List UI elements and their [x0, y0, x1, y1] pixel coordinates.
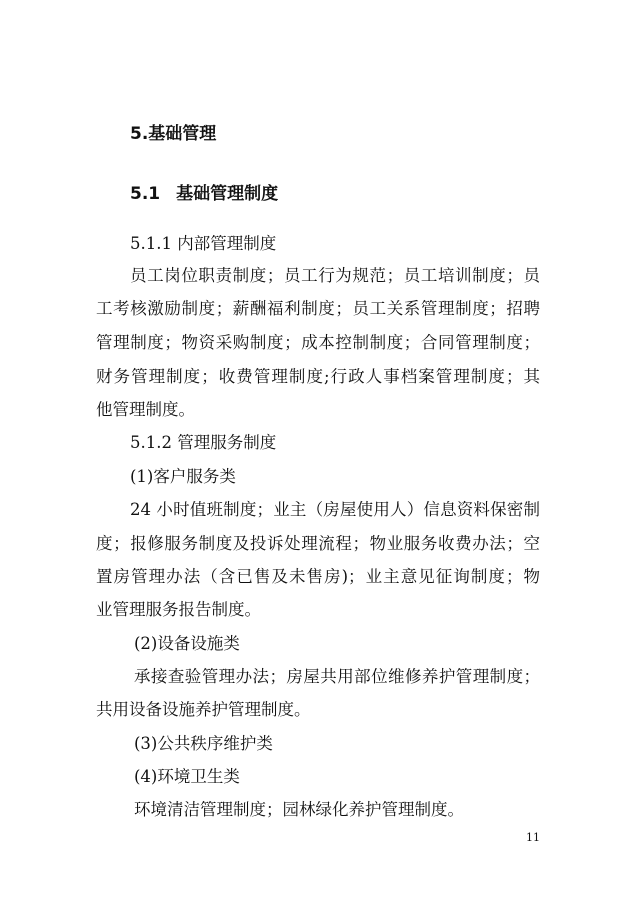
category-heading: (4)环境卫生类 — [134, 767, 240, 786]
subheading-5-1-1: 5.1.1 内部管理制度 — [130, 234, 277, 253]
heading-section-5-1 — [130, 179, 278, 204]
subheading-5-1-2: 5.1.2 管理服务制度 — [130, 433, 277, 452]
category-heading: (2)设备设施类 — [134, 634, 240, 653]
paragraph-line: 他管理制度。 — [96, 400, 195, 419]
paragraph-line: 24 小时值班制度；业主（房屋使用人）信息资料保密制 — [130, 500, 540, 519]
paragraph-line: 置房管理办法（含已售及未售房)；业主意见征询制度；物 — [96, 567, 540, 586]
paragraph-line: 环境清洁管理制度；园林绿化养护管理制度。 — [134, 800, 464, 819]
paragraph-line: 承接查验管理办法；房屋共用部位维修养护管理制度； — [134, 667, 540, 686]
category-heading: (1)客户服务类 — [130, 467, 236, 486]
paragraph-line: 度；报修服务制度及投诉处理流程；物业服务收费办法；空 — [96, 534, 540, 553]
paragraph-line: 共用设备设施养护管理制度。 — [96, 700, 311, 719]
paragraph-line: 业管理服务报告制度。 — [96, 600, 261, 619]
paragraph-line: 工考核激励制度；薪酬福利制度；员工关系管理制度；招聘 — [96, 299, 540, 318]
paragraph-line: 员工岗位职责制度；员工行为规范；员工培训制度；员 — [130, 266, 540, 285]
heading-number: 5.1 — [130, 184, 161, 204]
heading-section-5: 5.基础管理 — [130, 124, 217, 144]
paragraph-line: 财务管理制度；收费管理制度;行政人事档案管理制度；其 — [96, 367, 540, 386]
category-heading: (3)公共秩序维护类 — [134, 734, 273, 753]
paragraph-line: 管理制度；物资采购制度；成本控制制度；合同管理制度； — [96, 333, 540, 352]
page-number: 11 — [526, 831, 540, 844]
heading-title: 基础管理制度 — [176, 184, 279, 204]
